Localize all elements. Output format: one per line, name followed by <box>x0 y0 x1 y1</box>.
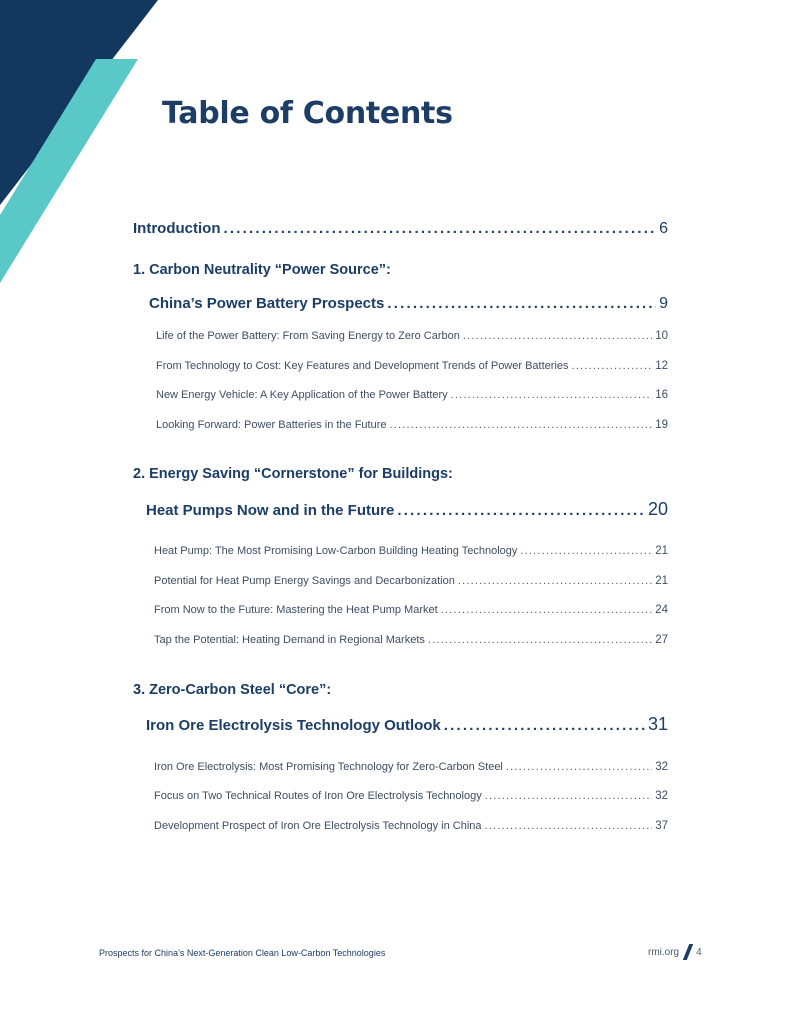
toc-page-number: 31 <box>647 714 668 734</box>
toc-entry-subsection[interactable] <box>154 604 668 616</box>
dot-leader <box>387 295 656 312</box>
dot-leader <box>390 419 653 431</box>
toc-page-number: 21 <box>655 545 668 557</box>
toc-entry-label: Development Prospect of Iron Ore Electrolysis Technology in China <box>154 820 482 832</box>
footer-site-link[interactable]: rmi.org <box>648 946 680 958</box>
toc-page-number: 32 <box>655 761 668 773</box>
toc-entry-subsection[interactable] <box>156 419 668 431</box>
toc-entry-subsection[interactable] <box>154 575 668 587</box>
toc-entry-label: Heat Pump: The Most Promising Low-Carbon Building Heating Technology <box>154 545 518 557</box>
dot-leader <box>397 502 645 519</box>
toc-page-number: 12 <box>655 360 668 372</box>
dot-leader <box>441 604 653 616</box>
toc-entry-label: Iron Ore Electrolysis: Most Promising Technology for Zero-Carbon Steel <box>154 761 503 773</box>
toc-page-number: 24 <box>655 604 668 616</box>
toc-entry-label: Tap the Potential: Heating Demand in Regional Markets <box>154 634 425 646</box>
dot-leader <box>520 545 652 557</box>
toc-entry-label: From Technology to Cost: Key Features and Development Trends of Power Batteries <box>156 360 569 372</box>
toc-entry-chapter[interactable] <box>146 499 668 520</box>
page-title: Table of Contents <box>162 96 453 131</box>
toc-entry-subsection[interactable] <box>154 545 668 557</box>
toc-entry-label: Introduction <box>133 220 221 237</box>
toc-entry-subsection[interactable] <box>156 330 668 342</box>
toc-entry-label: Focus on Two Technical Routes of Iron Ore Electrolysis Technology <box>154 790 482 802</box>
toc-page-number: 27 <box>655 634 668 646</box>
dot-leader <box>485 790 652 802</box>
toc-page-number: 21 <box>655 575 668 587</box>
toc-entry-chapter[interactable] <box>146 714 668 735</box>
toc-entry-label: Heat Pumps Now and in the Future <box>146 502 395 519</box>
slash-divider-icon <box>683 944 693 960</box>
dot-leader <box>463 330 652 342</box>
toc-entry-subsection[interactable] <box>156 360 668 372</box>
dot-leader <box>572 360 653 372</box>
toc-page-number: 19 <box>655 419 668 431</box>
toc-entry-label: Potential for Heat Pump Energy Savings and Decarbonization <box>154 575 455 587</box>
toc-entry-label: Life of the Power Battery: From Saving Energy to Zero Carbon <box>156 330 460 342</box>
toc-entry-label: Looking Forward: Power Batteries in the Future <box>156 419 387 431</box>
dot-leader <box>458 575 652 587</box>
toc-page-number: 9 <box>659 295 668 312</box>
toc-page-number: 20 <box>647 499 668 519</box>
toc-entry-subsection[interactable] <box>154 790 668 802</box>
dot-leader <box>223 220 656 237</box>
toc-page-number: 32 <box>655 790 668 802</box>
dot-leader <box>444 717 645 734</box>
footer-report-title: Prospects for China’s Next-Generation Clean Low-Carbon Technologies <box>99 948 386 958</box>
toc-entry-label: China’s Power Battery Prospects <box>149 295 385 312</box>
toc-page-number: 6 <box>659 220 668 237</box>
toc-entry-introduction[interactable] <box>133 220 668 238</box>
section-heading: 2. Energy Saving “Cornerstone” for Buildings: <box>133 466 453 482</box>
toc-entry-subsection[interactable] <box>156 389 668 401</box>
footer-page-number: 4 <box>696 946 702 958</box>
toc-entry-subsection[interactable] <box>154 634 668 646</box>
toc-entry-subsection[interactable] <box>154 761 668 773</box>
dot-leader <box>506 761 652 773</box>
toc-entry-label: From Now to the Future: Mastering the Heat Pump Market <box>154 604 438 616</box>
section-heading: 1. Carbon Neutrality “Power Source”: <box>133 262 391 278</box>
toc-page-number: 37 <box>655 820 668 832</box>
dot-leader <box>428 634 652 646</box>
toc-entry-chapter[interactable] <box>149 295 668 313</box>
toc-page-number: 16 <box>655 389 668 401</box>
dot-leader <box>451 389 653 401</box>
footer-page-info <box>648 944 702 960</box>
toc-entry-label: Iron Ore Electrolysis Technology Outlook <box>146 717 441 734</box>
toc-page-number: 10 <box>655 330 668 342</box>
toc-entry-label: New Energy Vehicle: A Key Application of the Power Battery <box>156 389 448 401</box>
section-heading: 3. Zero-Carbon Steel “Core”: <box>133 682 332 698</box>
dot-leader <box>485 820 653 832</box>
toc-entry-subsection[interactable] <box>154 820 668 832</box>
